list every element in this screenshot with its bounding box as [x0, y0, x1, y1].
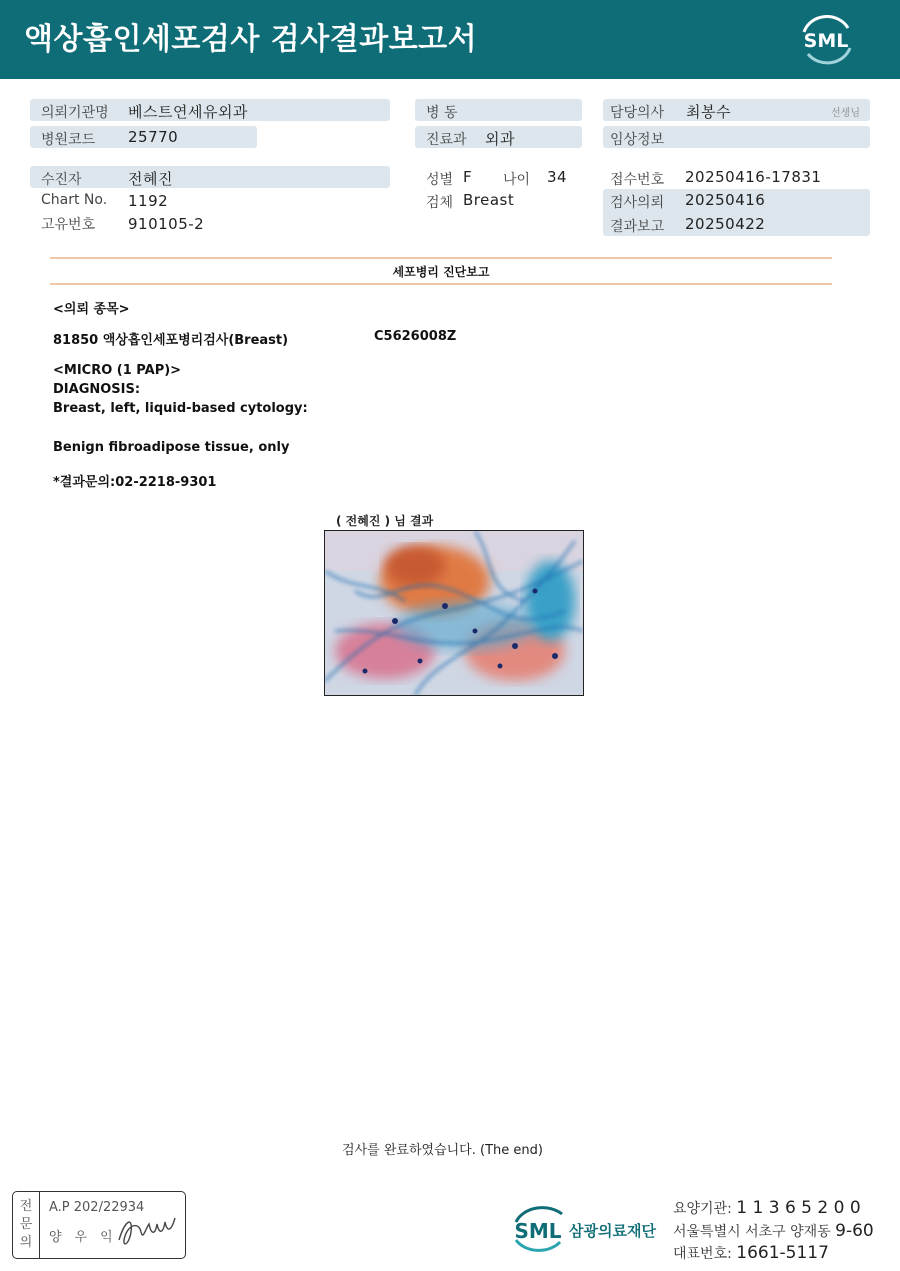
handwritten-signature [115, 1210, 183, 1250]
institution-value: 베스트연세유외과 [128, 103, 248, 121]
diagnosis-label: DIAGNOSIS: [53, 382, 141, 397]
department-label: 진료과 [426, 132, 467, 148]
sml-logo [796, 12, 856, 66]
department-value: 외과 [485, 130, 515, 148]
signature-box [12, 1191, 186, 1259]
address-number: 9-60 [835, 1221, 874, 1241]
phone-value: 1661-5117 [736, 1243, 829, 1263]
age-label: 나이 [503, 172, 531, 188]
institution-label: 의뢰기관명 [41, 105, 109, 121]
report-title: 액상흡인세포검사 검사결과보고서 [24, 22, 478, 57]
cytology-picture [325, 531, 583, 695]
patient-label: 수진자 [41, 172, 82, 188]
hospital-code-label: 병원코드 [41, 132, 96, 148]
diagnosis-result: Benign fibroadipose tissue, only [53, 440, 290, 455]
clinical-info-field [603, 126, 870, 148]
clinical-info-label: 임상정보 [610, 132, 665, 148]
doctor-label: 담당의사 [610, 105, 665, 121]
test-line: 81850 액상흡인세포병리검사(Breast) [53, 333, 289, 348]
specimen-label: 검체 [426, 195, 454, 211]
receipt-label: 접수번호 [610, 172, 665, 188]
image-caption: ( 전혜진 ) 님 결과 [336, 514, 434, 528]
report-header [0, 0, 900, 79]
diagnosis-site: Breast, left, liquid-based cytology: [53, 401, 308, 416]
request-items-heading: <의뢰 종목> [53, 302, 130, 317]
cytology-image [324, 530, 584, 696]
report-label: 결과보고 [610, 219, 665, 235]
hospital-code-value: 25770 [128, 128, 179, 146]
specimen-value: Breast [463, 191, 515, 209]
request-label: 검사의뢰 [610, 195, 665, 211]
request-date: 20250416 [685, 191, 766, 209]
end-text: 검사를 완료하였습니다. (The end) [342, 1143, 543, 1158]
ward-label: 병 동 [426, 105, 458, 121]
institution-no-value: 1 1 3 6 5 2 0 0 [736, 1198, 861, 1218]
sml-logo-text: SML [803, 30, 849, 52]
unique-no-value: 910105-2 [128, 215, 205, 233]
chart-no-value: 1192 [128, 192, 169, 210]
doctor-field [603, 99, 870, 121]
report-date: 20250422 [685, 215, 766, 233]
dates-field [603, 189, 870, 236]
signature-side-char: 문 [19, 1217, 33, 1232]
receipt-value: 20250416-17831 [685, 168, 822, 186]
signature-side-char: 의 [19, 1235, 33, 1250]
department-field [415, 126, 582, 148]
footer-address [673, 1221, 874, 1241]
footer-org-name: 삼광의료재단 [569, 1222, 656, 1240]
patient-field [30, 166, 390, 188]
test-code: C5626008Z [374, 329, 457, 344]
ap-number: A.P 202/22934 [49, 1200, 145, 1215]
sex-value: F [463, 168, 473, 186]
institution-field [30, 99, 390, 121]
sex-label: 성별 [426, 172, 454, 188]
section-rule-top [50, 257, 832, 259]
ward-field [415, 99, 582, 121]
patient-name: 전혜진 [128, 170, 173, 188]
section-title: 세포병리 진단보고 [392, 265, 490, 279]
institution-no-label: 요양기관: [673, 1201, 732, 1217]
micro-heading: <MICRO (1 PAP)> [53, 363, 182, 378]
footer-phone [673, 1243, 829, 1263]
hospital-code-field [30, 126, 257, 148]
address-text: 서울특별시 서초구 양재동 [673, 1224, 831, 1240]
inquiry-phone: *결과문의:02-2218-9301 [53, 475, 217, 490]
pathologist-name: 양우익 [49, 1230, 126, 1245]
age-value: 34 [547, 168, 568, 186]
doctor-value: 최봉수 [686, 103, 731, 121]
phone-label: 대표번호: [673, 1246, 732, 1262]
signature-side-label [13, 1192, 40, 1258]
section-rule-bottom [50, 283, 832, 285]
doctor-suffix: 선생님 [831, 108, 860, 119]
chart-no-label: Chart No. [41, 192, 108, 208]
footer-logo-text: SML [514, 1219, 562, 1243]
footer-institution-no [673, 1198, 861, 1218]
unique-no-label: 고유번호 [41, 217, 96, 233]
signature-side-char: 전 [19, 1199, 33, 1214]
